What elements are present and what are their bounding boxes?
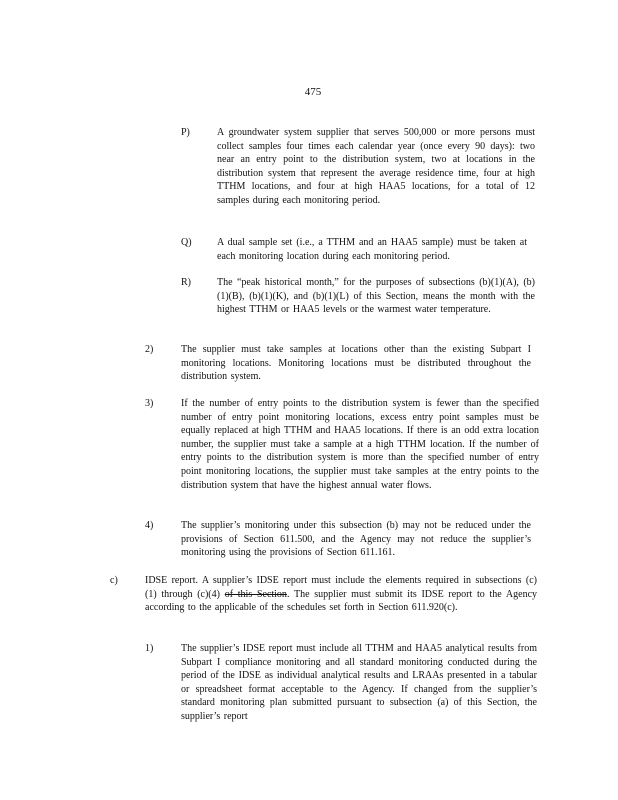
text-p: A groundwater system supplier that serves 500,000 or more persons must collect samples four times each calendar year (once every 90 days): two near an entry point to the distribution system, two at locations in the distribution system that represent the average residence time, four at high TTHM locations, and four at high HAA5 locations, for a total of 12 samples during each monitoring period. bbox=[217, 127, 535, 206]
text-c1: The supplier’s IDSE report must include all TTHM and HAA5 analytical results from Subpart I compliance monitoring and all standard monitoring conducted during the period of the IDSE as individual analytical results and LRAAs presented in a tabular or spreadsheet format acceptable to the Agency. If changed from the supplier’s standard monitoring plan submitted pursuant to subsection (a) of this Section, the supplier’s report bbox=[181, 643, 537, 722]
text-c-after: . The supplier must submit its IDSE report to the Agency according to the applicable of the schedules set forth in Section 611.920(c). bbox=[145, 588, 538, 614]
marker-c: c) bbox=[110, 575, 118, 586]
text-4: The supplier’s monitoring under this subsection (b) may not be reduced under the provisions of Section 611.500, and the Agency may not reduce the supplier’s monitoring using the provisions of Section 611.161. bbox=[181, 520, 531, 559]
marker-4: 4) bbox=[145, 520, 154, 531]
page-number: 475 bbox=[304, 86, 322, 98]
marker-2: 2) bbox=[145, 344, 154, 355]
text-r: The “peak historical month,” for the purposes of subsections (b)(1)(A), (b)(1)(B), (b)(1)(K), and (b)(1)(L) of this Section, means the month with the highest TTHM or HAA5 levels or the warmest water temperature. bbox=[217, 277, 535, 316]
text-c-before: IDSE report. A supplier’s IDSE report must include the elements required in subsections (c)(1) through (c)(4) bbox=[145, 575, 537, 600]
text-c bbox=[145, 574, 537, 615]
text-3: If the number of entry points to the distribution system is fewer than the specified number of entry point monitoring locations, excess entry point samples must be equally replaced at high TTHM and HAA5 locations. If there is an odd extra location number, the supplier must take a sample at a high TTHM location. If the number of entry points to the distribution system is more than the specified number of entry point monitoring locations, the supplier must take samples at the entry points to the distribution system that have the highest annual water flows. bbox=[181, 398, 539, 491]
text-q: A dual sample set (i.e., a TTHM and an HAA5 sample) must be taken at each monitoring location during each monitoring period. bbox=[217, 237, 527, 262]
marker-c1: 1) bbox=[145, 643, 154, 654]
text-2: The supplier must take samples at locations other than the existing Subpart I monitoring locations. Monitoring locations must be distributed throughout the distribution system. bbox=[181, 344, 531, 383]
text-c-struck: of this Section bbox=[224, 588, 287, 600]
marker-p: P) bbox=[181, 127, 190, 138]
marker-r: R) bbox=[181, 277, 191, 288]
marker-3: 3) bbox=[145, 398, 154, 409]
marker-q: Q) bbox=[181, 237, 192, 248]
